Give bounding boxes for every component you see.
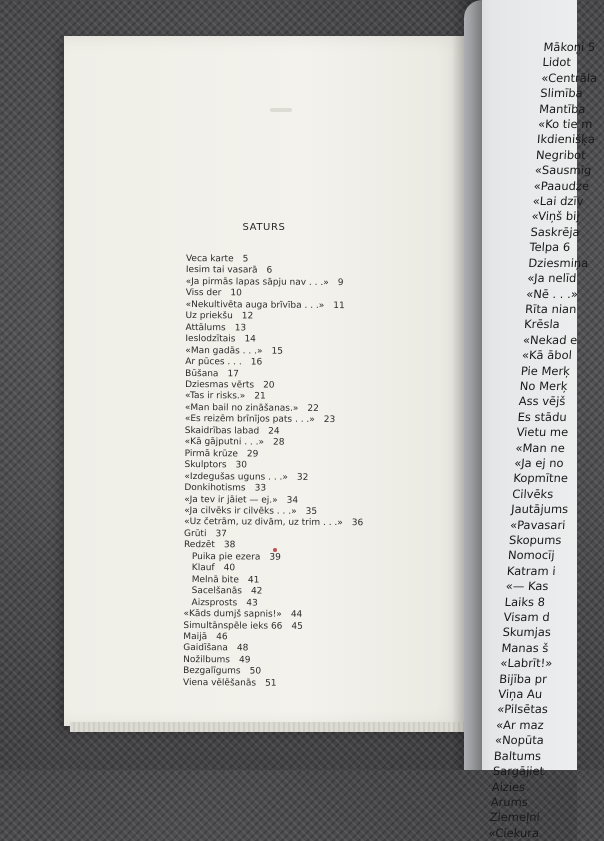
toc-item-page: 43 <box>246 598 258 609</box>
right-page-line: «Man ne <box>515 440 566 455</box>
toc-item-title: Redzēt <box>183 540 215 551</box>
toc-item-page: 46 <box>216 632 228 643</box>
right-page-line: Vietu me <box>516 425 569 440</box>
right-page-line: «Ciekura <box>488 825 540 840</box>
toc-item-title: Dziesmas vērts <box>185 379 255 391</box>
toc-item-title: «Man gadās . . .» <box>185 345 263 357</box>
right-page-line: «Pilsētas <box>496 702 549 717</box>
toc-item-page: 37 <box>215 529 227 540</box>
toc-item-page: 44 <box>290 609 303 620</box>
toc-item-page: 51 <box>265 678 277 689</box>
toc-item-page: 14 <box>244 334 256 345</box>
right-page-toc <box>488 40 604 841</box>
right-page-line: Viņa Au <box>497 687 543 702</box>
right-page-line: Skumjas <box>502 625 552 640</box>
right-page-line: Laiks 8 <box>504 594 546 609</box>
toc-item-title: Iesim tai vasarā <box>185 265 258 276</box>
right-page-line: «Pavasari <box>509 517 566 532</box>
right-page-line: Baltums <box>493 748 542 763</box>
toc-item-title: «Ja tev ir jāiet — ej.» <box>184 494 278 506</box>
right-page-line: Sargājiet <box>492 764 545 779</box>
right-page-line: Arums <box>490 794 529 809</box>
toc-item-page: 30 <box>235 460 248 471</box>
toc-item-title: «Izdegušas uguns . . .» <box>184 471 288 483</box>
toc-item-title: Grūti <box>184 528 207 540</box>
right-page-line: Mākoņi 5 <box>543 40 596 54</box>
toc-item-page: 45 <box>291 621 303 632</box>
right-page-line: No Merķ <box>519 378 568 393</box>
toc-item-page: 40 <box>223 563 236 574</box>
right-page-line: «Kā ābol <box>521 348 573 363</box>
toc-item-title: Būšana <box>185 368 219 379</box>
toc-item-page: 39 <box>269 552 281 563</box>
toc-item-title: Attālums <box>185 322 226 333</box>
right-page-line: Ikdienišķa <box>536 132 596 147</box>
right-page-line: Es stādu <box>517 409 568 424</box>
toc-item-page: 28 <box>272 437 285 448</box>
toc-item-title: Skaidrības labad <box>184 425 260 437</box>
toc-item-page: 48 <box>236 643 249 654</box>
toc-item-page: 20 <box>263 380 275 391</box>
toc-item-page: 29 <box>246 449 259 460</box>
toc-item-title: «Es reizēm brīnījos pats . . .» <box>184 414 315 426</box>
right-page-line: Saskrēja <box>530 224 581 239</box>
right-page-line: «Paaudze <box>533 178 590 193</box>
toc-item-title: Maijā <box>183 631 208 643</box>
right-page-line: Nomocīj <box>507 548 556 563</box>
toc-item-page: 35 <box>305 506 318 517</box>
toc-item-title: «Man bail no zināšanas.» <box>184 402 299 414</box>
right-page-line: Pie Merķ <box>520 363 571 378</box>
toc-item-page: 36 <box>351 518 364 529</box>
toc-item-title: Donkihotisms <box>184 483 246 494</box>
right-page-line: «Ko tie m <box>537 117 593 132</box>
right-page-line: «Ja ej no <box>513 455 565 470</box>
toc-item-title: Veca karte <box>185 254 234 265</box>
toc-item <box>183 678 362 691</box>
toc-item-page: 50 <box>249 666 262 677</box>
right-page-line: «Nopūta <box>494 733 545 748</box>
right-page-line: Telpa 6 <box>529 240 571 255</box>
page-edges <box>70 722 466 732</box>
toc-item-title: Sacelšanās <box>191 586 243 597</box>
toc-item-title: Uz priekšu <box>185 311 233 322</box>
toc-item-title: Ieslodzītais <box>185 334 236 345</box>
book-gutter <box>452 0 482 770</box>
toc-item-title: Bezgalīgums <box>183 666 241 677</box>
toc-item-page: 9 <box>337 277 344 289</box>
toc-item-page: 15 <box>271 346 283 357</box>
right-page-line: «Nekad e <box>522 332 578 347</box>
toc-item-page: 16 <box>250 357 263 368</box>
toc-item-title: Klauf <box>191 563 215 574</box>
toc-item-page: 38 <box>223 540 236 551</box>
toc-heading: SATURS <box>242 222 286 233</box>
toc-item-title: Aizsprosts <box>191 597 238 608</box>
toc-item-title: Nožilbums <box>183 654 231 666</box>
toc-item-page: 10 <box>230 288 242 299</box>
toc-item-title: Ar pūces . . . <box>185 357 242 368</box>
toc-item-page: 42 <box>250 586 263 597</box>
toc-item-title: «Tas ir risks.» <box>184 391 246 402</box>
right-page-line: «— Kas <box>505 579 549 594</box>
toc-item-page: 21 <box>254 391 266 402</box>
toc-item-title: Melnā bite <box>191 574 239 586</box>
right-page-line: Visam d <box>503 610 551 625</box>
right-page-line: Mantība <box>538 101 587 116</box>
red-ink-dot <box>273 548 277 552</box>
toc-item-title: «Uz četrām, uz divām, uz trim . . .» <box>184 517 343 529</box>
toc-item-title: «Nekultivēta auga brīvība . . .» <box>185 299 325 311</box>
toc-item-title: «Ja pirmās lapas sāpju nav . . .» <box>185 276 329 288</box>
right-page-line: «Centrāla <box>540 70 598 85</box>
right-page-line: Rīta nian <box>524 301 577 316</box>
right-page-line: Ass vējš <box>518 394 566 409</box>
right-page-line: Katram i <box>506 563 557 578</box>
right-page-line: Manas š <box>501 640 549 655</box>
toc-item-title: Skulptors <box>184 460 227 471</box>
right-page-line: Aizies <box>491 779 526 794</box>
right-page-line: Bijība pr <box>498 671 548 686</box>
right-page-line: Lidot <box>541 55 572 70</box>
table-of-contents <box>183 254 365 690</box>
right-page-line: «Ar maz <box>495 717 545 732</box>
toc-item-page: 17 <box>227 368 239 379</box>
toc-item-title: Viena vēlēšanās <box>182 677 257 689</box>
right-page-line: Ziemeļni <box>489 810 541 825</box>
toc-item-page: 49 <box>238 655 251 666</box>
right-page-line: «Ja nelīd <box>526 271 577 286</box>
right-page-line: «Viņš bij <box>531 209 581 224</box>
toc-item-page: 6 <box>266 266 273 277</box>
toc-item-page: 34 <box>286 495 299 506</box>
right-page-line: Krēsla <box>523 317 561 332</box>
toc-item-title: Viss der <box>185 288 222 299</box>
toc-item-page: 33 <box>254 483 267 494</box>
toc-item-page: 13 <box>234 323 247 334</box>
toc-item-title: «Ja cilvēks ir cilvēks . . .» <box>184 505 297 517</box>
toc-item-page: 23 <box>323 415 336 426</box>
toc-item-page: 41 <box>247 575 260 586</box>
toc-item-page: 11 <box>333 300 345 311</box>
right-page-line: «Nē . . .» <box>525 286 579 301</box>
right-page-line: Cilvēks <box>511 486 554 501</box>
toc-item-page: 12 <box>241 311 254 322</box>
right-page-line: Skopums <box>508 533 562 547</box>
toc-item-title: Simultānspēle ieks 66 <box>183 620 283 632</box>
right-page-line: «Lai dzīv <box>532 194 584 209</box>
right-page-line: «Sausmīg <box>534 163 592 178</box>
right-page-line: Negribot <box>535 147 587 162</box>
toc-item-title: Puika pie ezera <box>191 551 261 563</box>
right-page-line: Slimība <box>539 86 584 101</box>
right-page-line: «Labrīt!» <box>499 656 553 671</box>
toc-item-title: «Kāds dumjš sapnis!» <box>183 609 282 620</box>
toc-item-title: Pirmā krūze <box>184 448 238 460</box>
toc-item-title: «Kā gājputni . . .» <box>184 437 265 448</box>
toc-item-page: 22 <box>307 403 319 414</box>
toc-item-page: 24 <box>268 426 280 437</box>
toc-item-title: Gaidīšana <box>183 643 228 654</box>
toc-item-page: 5 <box>242 254 249 265</box>
toc-item-page: 32 <box>296 472 309 483</box>
right-page-line: Kopmītne <box>512 471 569 486</box>
right-page-line: Jautājums <box>510 502 569 517</box>
faint-bleed-through <box>270 108 292 112</box>
right-page-line: Dziesmiņa <box>527 255 589 270</box>
